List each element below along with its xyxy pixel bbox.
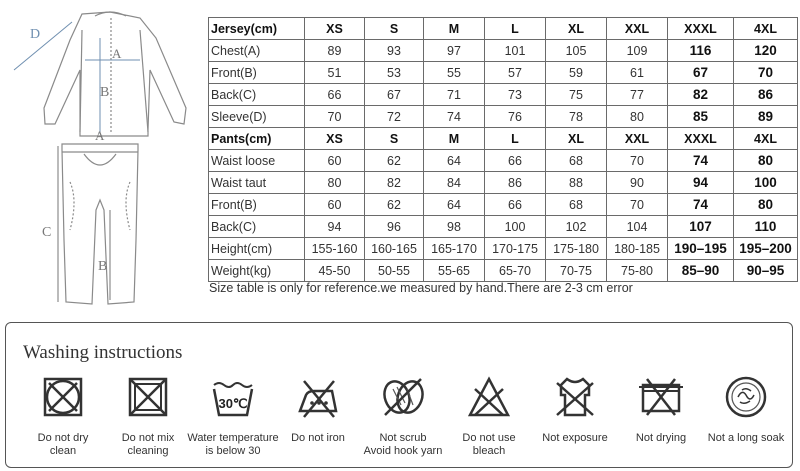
wash-item-no-bleach [447, 371, 531, 467]
table-cell: 160-165 [365, 238, 424, 260]
table-cell: 90–95 [734, 260, 798, 282]
table-cell: 77 [607, 84, 668, 106]
no-sun-exposure-icon [553, 375, 597, 419]
no-dry-clean-icon [41, 375, 85, 419]
table-cell: 155-160 [305, 238, 365, 260]
wash-label: Do not dry clean [37, 432, 89, 457]
table-cell: 102 [546, 216, 607, 238]
pants-label-b: B [98, 259, 108, 274]
table-cell: 70 [734, 62, 798, 84]
size-header: 4XL [734, 18, 798, 40]
table-cell: 80 [734, 150, 798, 172]
washing-title: Washing instructions [23, 342, 183, 363]
table-cell: 65-70 [485, 260, 546, 282]
table-header-row [209, 18, 798, 40]
table-cell: 62 [365, 150, 424, 172]
wash-item-no-soak [704, 371, 788, 467]
size-header: S [365, 18, 424, 40]
size-header: S [365, 128, 424, 150]
table-cell: 67 [668, 62, 734, 84]
table-cell: 57 [485, 62, 546, 84]
table-cell: 64 [424, 150, 485, 172]
table-cell: 109 [607, 40, 668, 62]
table-row [209, 62, 798, 84]
table-cell: 60 [305, 150, 365, 172]
row-label: Front(B) [209, 194, 305, 216]
table-cell: 66 [305, 84, 365, 106]
table-row [209, 84, 798, 106]
table-cell: 116 [668, 40, 734, 62]
table-cell: 94 [305, 216, 365, 238]
no-long-soak-icon [724, 375, 768, 419]
table-cell: 96 [365, 216, 424, 238]
table-cell: 86 [485, 172, 546, 194]
table-cell: 100 [734, 172, 798, 194]
table-cell: 84 [424, 172, 485, 194]
size-header: M [424, 128, 485, 150]
pants-diagram [62, 144, 138, 304]
table-cell: 88 [546, 172, 607, 194]
table-cell: 72 [365, 106, 424, 128]
table-cell: 89 [734, 106, 798, 128]
row-label: Sleeve(D) [209, 106, 305, 128]
no-scrub-icon [381, 375, 425, 419]
table-cell: 107 [668, 216, 734, 238]
table-cell: 175-180 [546, 238, 607, 260]
table-cell: 85 [668, 106, 734, 128]
row-label: Height(cm) [209, 238, 305, 260]
table-cell: 89 [305, 40, 365, 62]
row-label: Front(B) [209, 62, 305, 84]
size-header: XXL [607, 128, 668, 150]
wash-item-no-mix [106, 371, 190, 467]
size-table [208, 17, 798, 282]
size-header: L [485, 128, 546, 150]
table-row [209, 40, 798, 62]
table-cell: 94 [668, 172, 734, 194]
size-header: L [485, 18, 546, 40]
table-cell: 165-170 [424, 238, 485, 260]
row-label: Chest(A) [209, 40, 305, 62]
size-header: 4XL [734, 128, 798, 150]
pants-label-c: C [42, 225, 52, 240]
wash-label: Not scrub Avoid hook yarn [363, 432, 443, 457]
wash-temperature-text: 30℃ [218, 396, 248, 411]
table-cell: 180-185 [607, 238, 668, 260]
wash-item-no-drying [619, 371, 703, 467]
table-cell: 70 [305, 106, 365, 128]
table-cell: 80 [607, 106, 668, 128]
size-header: M [424, 18, 485, 40]
wash-label: Do not use bleach [462, 432, 516, 457]
table-cell: 76 [485, 106, 546, 128]
table-row [209, 216, 798, 238]
jersey-label-a: A [112, 46, 122, 61]
table-cell: 90 [607, 172, 668, 194]
table-cell: 71 [424, 84, 485, 106]
table-row [209, 260, 798, 282]
table-cell: 100 [485, 216, 546, 238]
table-cell: 62 [365, 194, 424, 216]
no-tumble-dry-icon [639, 375, 683, 419]
no-bleach-icon [467, 375, 511, 419]
no-iron-icon [296, 375, 340, 419]
table-cell: 75-80 [607, 260, 668, 282]
wash-label: Do not mix cleaning [121, 432, 175, 457]
size-header: XXL [607, 18, 668, 40]
jersey-label-b: B [100, 85, 110, 100]
table-cell: 190–195 [668, 238, 734, 260]
wash-label: Not a long soak [707, 432, 785, 444]
table-section-header: Jersey(cm) [209, 18, 305, 40]
wash-label: Not exposure [542, 432, 608, 444]
washing-items [6, 371, 792, 467]
row-label: Waist loose [209, 150, 305, 172]
wash-item-no-exposure [533, 371, 617, 467]
size-header: XL [546, 18, 607, 40]
table-cell: 75 [546, 84, 607, 106]
wash-label: Do not iron [291, 432, 345, 444]
wash-label: Water temperature is below 30 [187, 432, 279, 457]
table-cell: 70-75 [546, 260, 607, 282]
table-cell: 82 [365, 172, 424, 194]
table-cell: 59 [546, 62, 607, 84]
table-cell: 51 [305, 62, 365, 84]
table-row [209, 172, 798, 194]
table-cell: 55 [424, 62, 485, 84]
table-row [209, 106, 798, 128]
table-cell: 170-175 [485, 238, 546, 260]
table-cell: 45-50 [305, 260, 365, 282]
table-cell: 195–200 [734, 238, 798, 260]
jersey-diagram [44, 12, 186, 136]
table-cell: 105 [546, 40, 607, 62]
table-cell: 74 [424, 106, 485, 128]
row-label: Back(C) [209, 84, 305, 106]
size-header: XXXL [668, 18, 734, 40]
table-cell: 60 [305, 194, 365, 216]
size-header: XS [305, 128, 365, 150]
table-row [209, 194, 798, 216]
table-cell: 74 [668, 194, 734, 216]
table-section-header: Pants(cm) [209, 128, 305, 150]
table-cell: 68 [546, 194, 607, 216]
table-header-row [209, 128, 798, 150]
size-header: XS [305, 18, 365, 40]
row-label: Weight(kg) [209, 260, 305, 282]
wash-item-no-iron [276, 371, 360, 467]
table-cell: 104 [607, 216, 668, 238]
table-cell: 98 [424, 216, 485, 238]
pants-label-a: A [95, 128, 105, 143]
wash-30-icon [211, 375, 255, 419]
table-cell: 53 [365, 62, 424, 84]
table-cell: 80 [734, 194, 798, 216]
table-cell: 50-55 [365, 260, 424, 282]
table-cell: 85–90 [668, 260, 734, 282]
table-row [209, 238, 798, 260]
table-cell: 66 [485, 150, 546, 172]
size-header: XL [546, 128, 607, 150]
table-row [209, 150, 798, 172]
table-cell: 97 [424, 40, 485, 62]
table-cell: 110 [734, 216, 798, 238]
table-cell: 61 [607, 62, 668, 84]
size-note: Size table is only for reference.we measured by hand.There are 2-3 cm error [209, 281, 633, 295]
wash-item-temperature [187, 371, 279, 467]
table-cell: 70 [607, 194, 668, 216]
washing-instructions-panel [5, 322, 793, 468]
table-cell: 73 [485, 84, 546, 106]
table-cell: 120 [734, 40, 798, 62]
size-header: XXXL [668, 128, 734, 150]
table-cell: 93 [365, 40, 424, 62]
wash-item-no-scrub [361, 371, 445, 467]
row-label: Waist taut [209, 172, 305, 194]
table-cell: 80 [305, 172, 365, 194]
row-label: Back(C) [209, 216, 305, 238]
table-cell: 86 [734, 84, 798, 106]
table-cell: 64 [424, 194, 485, 216]
wash-label: Not drying [635, 432, 687, 444]
table-cell: 78 [546, 106, 607, 128]
table-cell: 66 [485, 194, 546, 216]
wash-item-no-dry-clean [21, 371, 105, 467]
table-cell: 55-65 [424, 260, 485, 282]
table-cell: 74 [668, 150, 734, 172]
no-mix-cleaning-icon [126, 375, 170, 419]
table-cell: 70 [607, 150, 668, 172]
jersey-label-d: D [30, 27, 41, 42]
garment-diagrams [0, 0, 210, 320]
table-cell: 67 [365, 84, 424, 106]
table-cell: 101 [485, 40, 546, 62]
table-cell: 82 [668, 84, 734, 106]
table-cell: 68 [546, 150, 607, 172]
